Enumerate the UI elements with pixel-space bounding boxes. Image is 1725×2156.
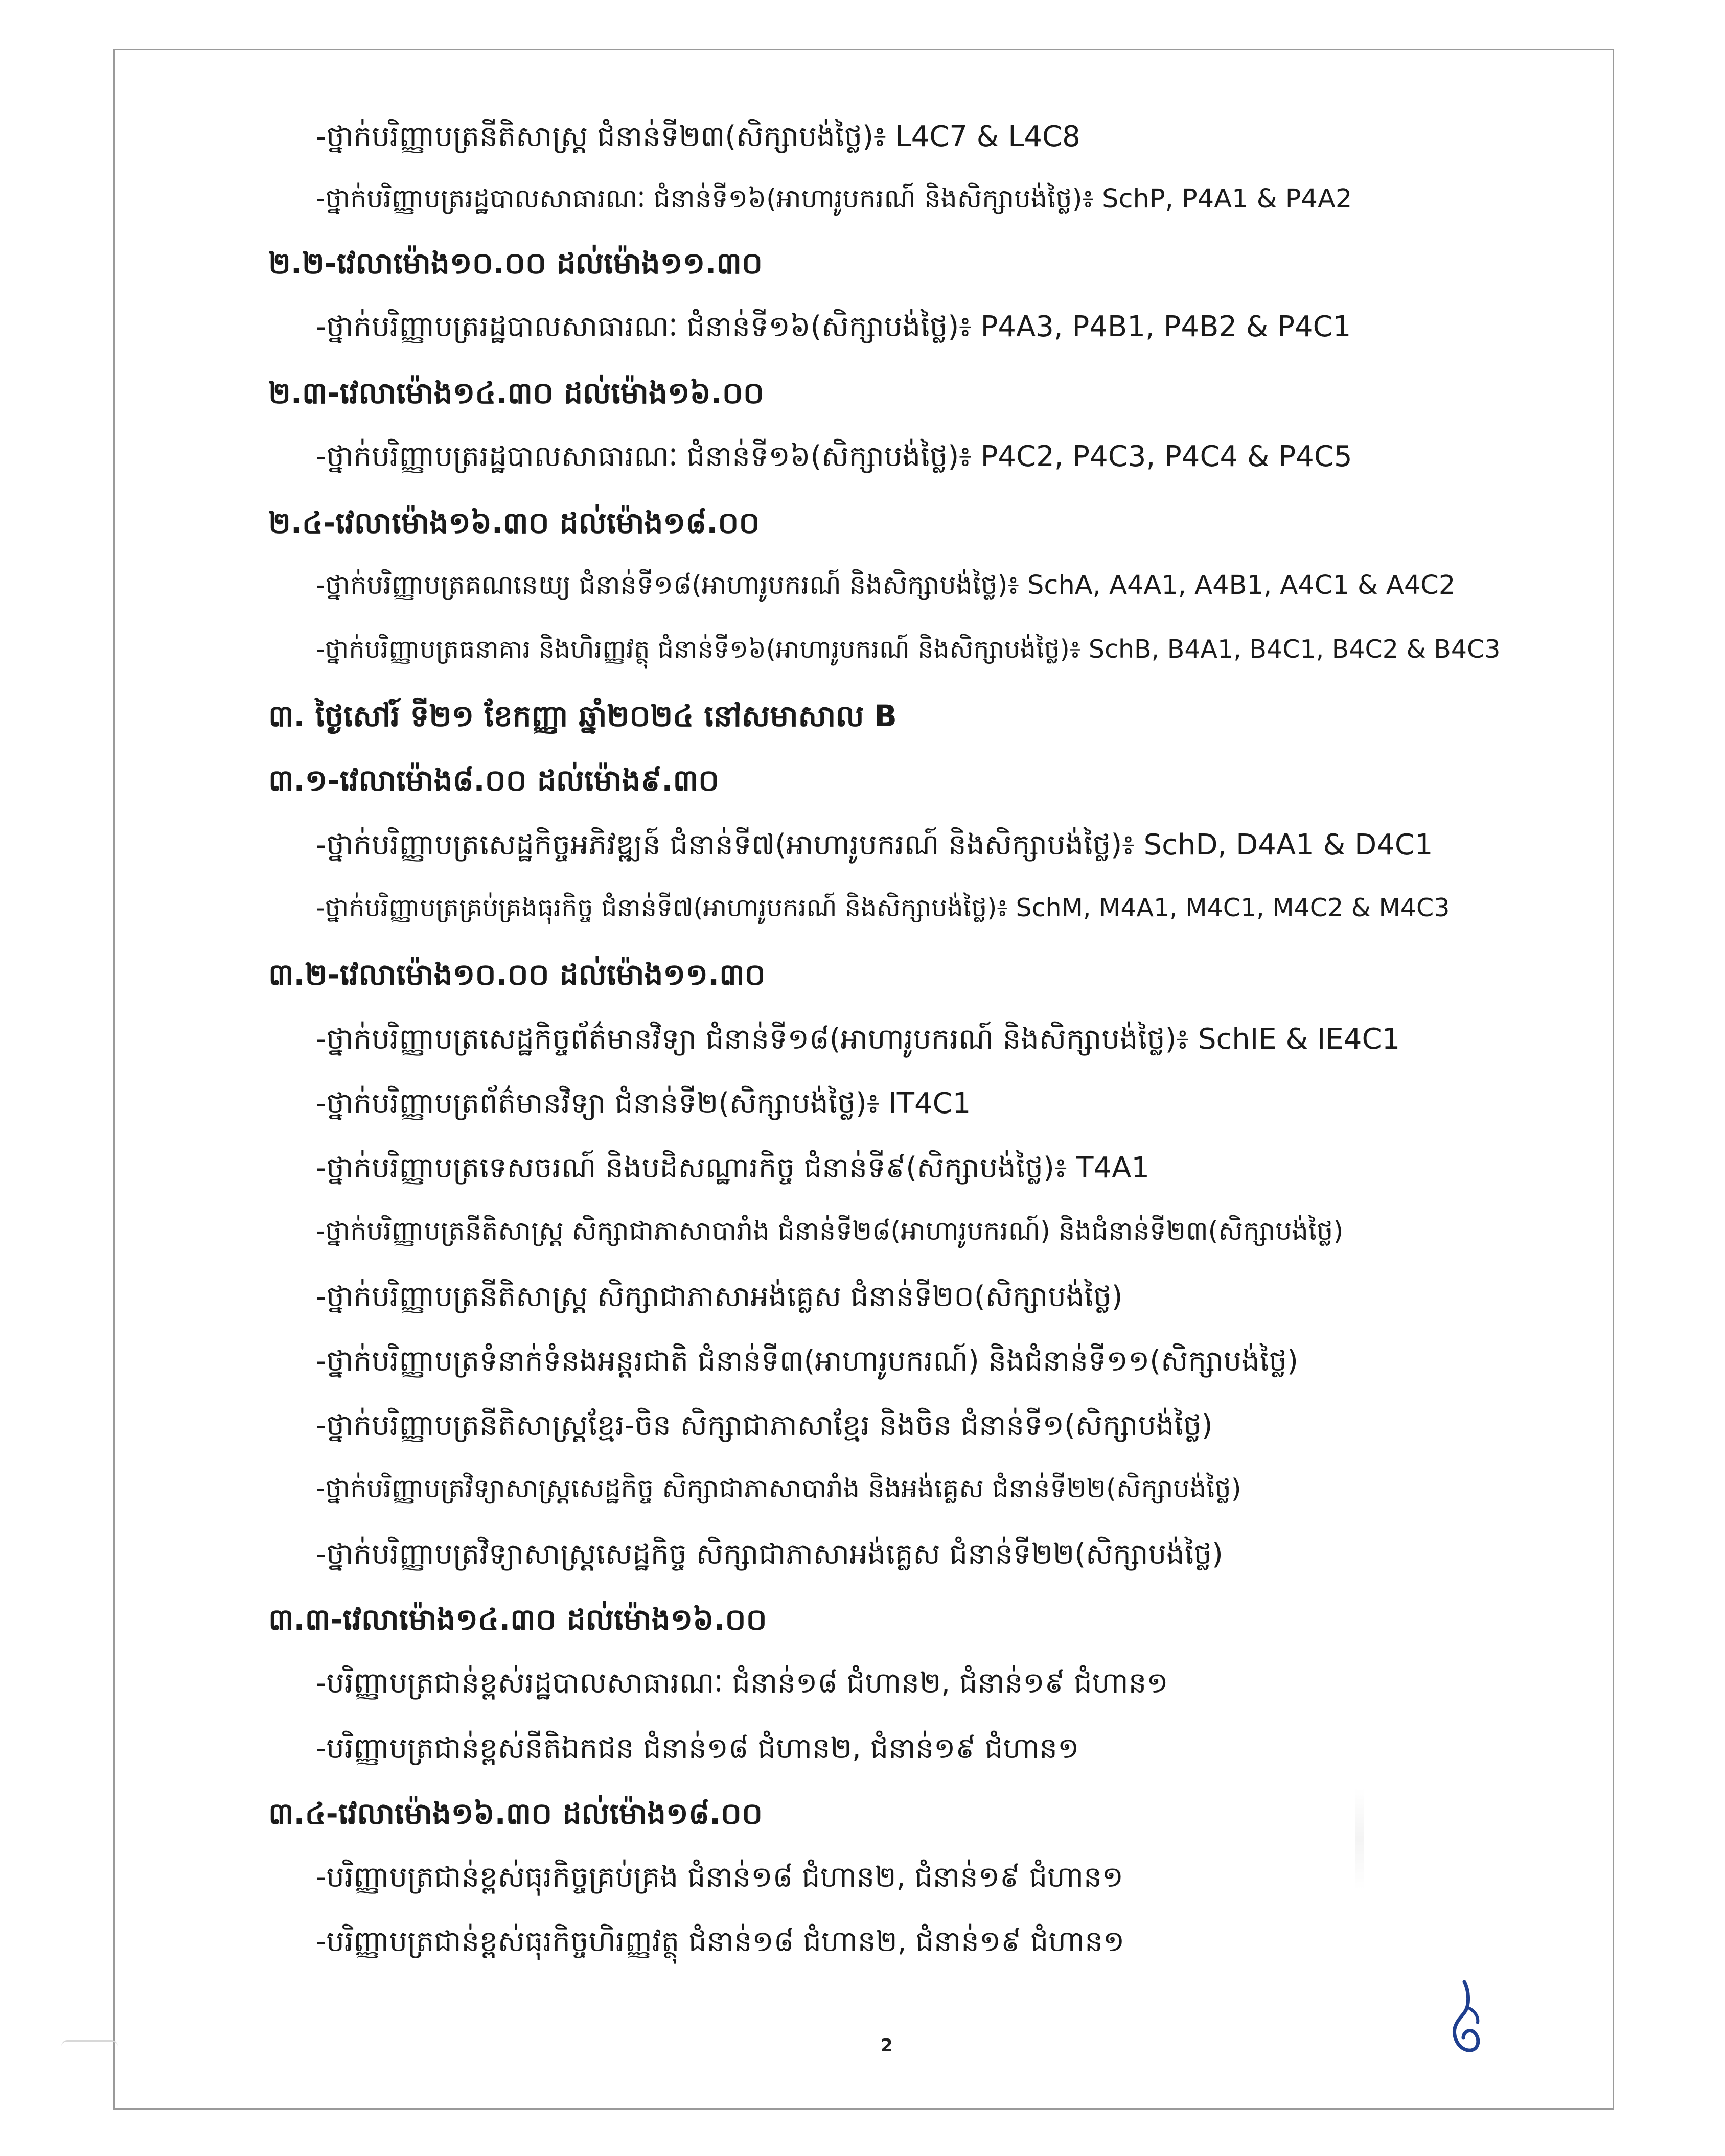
schedule-item: -ថ្នាក់បរិញ្ញាបត្រទំនាក់ទំនងអន្តរជាតិ ជំនាន់ទី៣(អាហារូបករណ៍) និងជំនាន់ទី១១(សិក្សាបង់ថ្លៃ)	[316, 1344, 1298, 1378]
handwritten-initials-icon	[1438, 1978, 1494, 2059]
scan-smudge	[1355, 1788, 1364, 1890]
scan-corner-mark	[61, 2040, 118, 2057]
time-slot-heading: ៣.២-វេលាម៉ោង១០.០០ ដល់ម៉ោង១១.៣០	[268, 957, 766, 992]
time-slot-heading: ២.៣-វេលាម៉ោង១៤.៣០ ដល់ម៉ោង១៦.០០	[268, 376, 764, 410]
schedule-item: -បរិញ្ញាបត្រជាន់ខ្ពស់ធុរកិច្ចគ្រប់គ្រង ជំនាន់១៨ ជំហាន២, ជំនាន់១៩ ជំហាន១	[316, 1861, 1124, 1894]
time-slot-heading: ៣.៣-វេលាម៉ោង១៤.៣០ ដល់ម៉ោង១៦.០០	[268, 1602, 767, 1637]
schedule-item: -ថ្នាក់បរិញ្ញាបត្រព័ត៌មានវិទ្យា ជំនាន់ទី២(សិក្សាបង់ថ្លៃ)៖ IT4C1	[316, 1087, 971, 1120]
schedule-item: -ថ្នាក់បរិញ្ញាបត្រសេដ្ឋកិច្ចអភិវឌ្ឍន៍ ជំនាន់ទី៧(អាហារូបករណ៍ និងសិក្សាបង់ថ្លៃ)៖ SchD, D4A1 & D4C1	[316, 828, 1433, 862]
page-content	[115, 50, 1613, 2108]
schedule-item: -ថ្នាក់បរិញ្ញាបត្រធនាគារ និងហិរញ្ញវត្ថុ ជំនាន់ទី១៦(អាហារូបករណ៍ និងសិក្សាបង់ថ្លៃ)៖ SchB, B4A1, B4C1, B4C2 & B4C3	[316, 635, 1501, 664]
time-slot-heading: ៣.១-វេលាម៉ោង៨.០០ ដល់ម៉ោង៩.៣០	[268, 763, 720, 798]
schedule-item: -ថ្នាក់បរិញ្ញាបត្ររដ្ឋបាលសាធារណៈ ជំនាន់ទី១៦(សិក្សាបង់ថ្លៃ)៖ P4C2, P4C3, P4C4 & P4C5	[316, 440, 1352, 473]
schedule-item: -បរិញ្ញាបត្រជាន់ខ្ពស់នីតិឯកជន ជំនាន់១៨ ជំហាន២, ជំនាន់១៩ ជំហាន១	[316, 1732, 1079, 1765]
page-number: 2	[881, 2035, 893, 2056]
schedule-item: -ថ្នាក់បរិញ្ញាបត្រនីតិសាស្ត្រ ជំនាន់ទី២៣(សិក្សាបង់ថ្លៃ)៖ L4C7 & L4C8	[316, 120, 1080, 153]
day-heading: ៣. ថ្ងៃសៅរ៍ ទី២១ ខែកញ្ញា ឆ្នាំ២០២៤ នៅសមាសាល B	[268, 699, 897, 733]
schedule-item: -បរិញ្ញាបត្រជាន់ខ្ពស់ធុរកិច្ចហិរញ្ញវត្ថុ ជំនាន់១៨ ជំហាន២, ជំនាន់១៩ ជំហាន១	[316, 1925, 1125, 1958]
schedule-item: -បរិញ្ញាបត្រជាន់ខ្ពស់រដ្ឋបាលសាធារណៈ ជំនាន់១៨ ជំហាន២, ជំនាន់១៩ ជំហាន១	[316, 1666, 1168, 1700]
time-slot-heading: ២.២-វេលាម៉ោង១០.០០ ដល់ម៉ោង១១.៣០	[268, 246, 763, 281]
document-page	[113, 49, 1614, 2110]
schedule-item: -ថ្នាក់បរិញ្ញាបត្រនីតិសាស្ត្រ សិក្សាជាភាសាអង់គ្លេស ជំនាន់ទី២០(សិក្សាបង់ថ្លៃ)	[316, 1280, 1123, 1313]
schedule-item: -ថ្នាក់បរិញ្ញាបត្រវិទ្យាសាស្ត្រសេដ្ឋកិច្ច សិក្សាជាភាសាអង់គ្លេស ជំនាន់ទី២២(សិក្សាបង់ថ្លៃ)	[316, 1538, 1223, 1571]
schedule-item: -ថ្នាក់បរិញ្ញាបត្ររដ្ឋបាលសាធារណៈ ជំនាន់ទី១៦(សិក្សាបង់ថ្លៃ)៖ P4A3, P4B1, P4B2 & P4C1	[316, 310, 1351, 343]
schedule-item: -ថ្នាក់បរិញ្ញាបត្រគ្រប់គ្រងធុរកិច្ច ជំនាន់ទី៧(អាហារូបករណ៍ និងសិក្សាបង់ថ្លៃ)៖ SchM, M4A1, M4C1, M4C2 & M4C3	[316, 893, 1450, 922]
schedule-item: -ថ្នាក់បរិញ្ញាបត្រសេដ្ឋកិច្ចព័ត៌មានវិទ្យា ជំនាន់ទី១៨(អាហារូបករណ៍ និងសិក្សាបង់ថ្លៃ)៖ SchIE & IE4C1	[316, 1023, 1400, 1056]
time-slot-heading: ៣.៤-វេលាម៉ោង១៦.៣០ ដល់ម៉ោង១៨.០០	[268, 1796, 763, 1831]
schedule-item: -ថ្នាក់បរិញ្ញាបត្រទេសចរណ៍ និងបដិសណ្ឋារកិច្ច ជំនាន់ទី៩(សិក្សាបង់ថ្លៃ)៖ T4A1	[316, 1151, 1149, 1185]
schedule-item: -ថ្នាក់បរិញ្ញាបត្រនីតិសាស្ត្រខ្មែរ-ចិន សិក្សាជាភាសាខ្មែរ និងចិន ជំនាន់ទី១(សិក្សាបង់ថ្លៃ)	[316, 1409, 1213, 1442]
schedule-item: -ថ្នាក់បរិញ្ញាបត្រវិទ្យាសាស្ត្រសេដ្ឋកិច្ច សិក្សាជាភាសាបារាំង និងអង់គ្លេស ជំនាន់ទី២២(សិក្សាបង់ថ្លៃ)	[316, 1474, 1241, 1504]
time-slot-heading: ២.៤-វេលាម៉ោង១៦.៣០ ដល់ម៉ោង១៨.០០	[268, 505, 760, 540]
schedule-item: -ថ្នាក់បរិញ្ញាបត្រនីតិសាស្ត្រ សិក្សាជាភាសាបារាំង ជំនាន់ទី២៨(អាហារូបករណ៍) និងជំនាន់ទី២៣(សិក្សាបង់ថ្លៃ)	[316, 1216, 1344, 1246]
schedule-item: -ថ្នាក់បរិញ្ញាបត្រគណនេយ្យ ជំនាន់ទី១៨(អាហារូបករណ៍ និងសិក្សាបង់ថ្លៃ)៖ SchA, A4A1, A4B1, A4C1 & A4C2	[316, 570, 1456, 600]
schedule-item: -ថ្នាក់បរិញ្ញាបត្ររដ្ឋបាលសាធារណៈ ជំនាន់ទី១៦(អាហារូបករណ៍ និងសិក្សាបង់ថ្លៃ)៖ SchP, P4A1 & P4A2	[316, 184, 1352, 214]
